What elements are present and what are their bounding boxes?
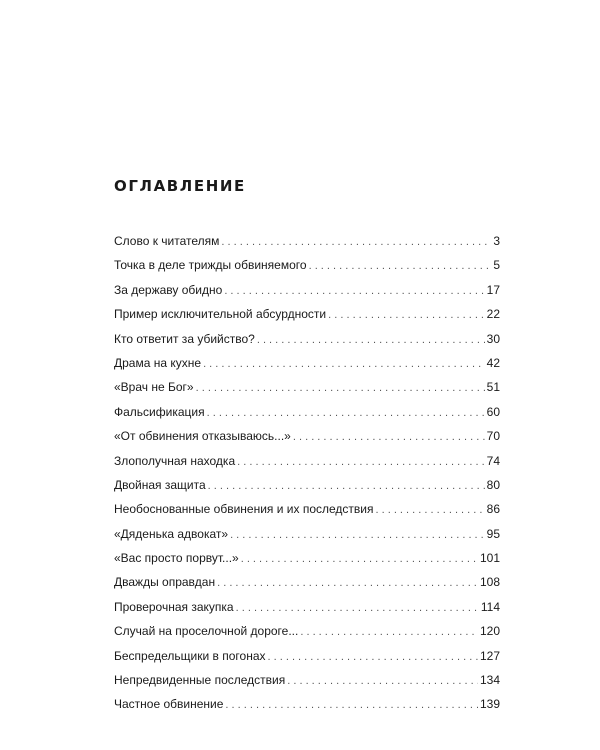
toc-entry: [114, 282, 500, 306]
toc-entry-title: Двойная защита: [114, 477, 206, 492]
dot-leader: [225, 697, 478, 713]
toc-page-number: 22: [486, 307, 500, 322]
toc-entry-title: Дважды оправдан: [114, 575, 216, 590]
toc-page-number: 86: [486, 502, 500, 517]
dot-leader: [237, 454, 485, 470]
toc-entry-title: Беспредельщики в погонах: [114, 648, 266, 663]
toc-page-number: 120: [479, 624, 500, 639]
toc-entry: [114, 453, 500, 477]
dot-leader: [208, 478, 485, 494]
dot-leader: [203, 356, 485, 372]
toc-page-number: 101: [479, 551, 500, 566]
toc-entry: [114, 331, 500, 355]
dot-leader: [236, 600, 479, 616]
dot-leader: [224, 283, 484, 299]
toc-entry-title: Злополучная находка: [114, 453, 236, 468]
dot-leader: [230, 527, 485, 543]
toc-page-number: 70: [486, 429, 500, 444]
toc-page-number: 139: [479, 697, 500, 712]
toc-entry: [114, 501, 500, 525]
toc-entry: [114, 404, 500, 428]
toc-entry-title: Точка в деле трижды обвиняемого: [114, 258, 307, 273]
dot-leader: [207, 405, 485, 421]
toc-entry-title: Слово к читателям: [114, 234, 220, 248]
dot-leader: [300, 624, 478, 640]
toc-entry: [114, 574, 500, 598]
toc-entry-title: «Врач не Бог»: [114, 380, 194, 395]
toc-page-number: 42: [486, 355, 500, 370]
toc-page-number: 134: [479, 673, 500, 688]
dot-leader: [268, 649, 478, 665]
toc-entry-title: Случай на проселочной дороге...: [114, 624, 299, 639]
dot-leader: [221, 234, 491, 250]
toc-entry-title: Частное обвинение: [114, 697, 224, 712]
toc-entry: [114, 257, 500, 281]
toc-entry: [114, 233, 500, 257]
toc-entry: [114, 477, 500, 501]
toc-entry: [114, 696, 500, 720]
toc-page-number: 95: [486, 526, 500, 541]
toc-entry: [114, 648, 500, 672]
dot-leader: [287, 673, 478, 689]
toc-entry-title: Проверочная закупка: [114, 599, 234, 614]
toc-page-number: 51: [486, 380, 500, 395]
toc-entry-title: Кто ответит за убийство?: [114, 331, 255, 346]
toc-entry: [114, 550, 500, 574]
toc-entry-title: Непредвиденные последствия: [114, 673, 286, 688]
toc-entry-title: Пример исключительной абсурдности: [114, 307, 327, 322]
toc-page-number: 80: [486, 477, 500, 492]
toc-entry-title: «От обвинения отказываюсь...»: [114, 429, 291, 444]
dot-leader: [196, 380, 485, 396]
toc-entry: [114, 379, 500, 403]
toc-entry: [114, 306, 500, 330]
toc-entry: [114, 672, 500, 696]
toc-page-number: 30: [486, 331, 500, 346]
toc-entry: [114, 526, 500, 550]
toc-entry: [114, 428, 500, 452]
toc-entry-title: Драма на кухне: [114, 355, 202, 370]
dot-leader: [293, 429, 485, 445]
toc-page-number: 17: [486, 282, 500, 297]
dot-leader: [328, 307, 485, 323]
dot-leader: [375, 502, 484, 518]
dot-leader: [257, 332, 485, 348]
toc-page-number: 60: [486, 404, 500, 419]
toc-entry: [114, 623, 500, 647]
toc-entry-title: Фальсификация: [114, 404, 205, 419]
toc-page-number: 114: [480, 599, 500, 614]
toc-entry-title: «Дяденька адвокат»: [114, 526, 229, 541]
toc-page-number: 108: [479, 575, 500, 590]
toc-list: [114, 233, 500, 721]
toc-page-number: 5: [493, 258, 500, 273]
dot-leader: [241, 551, 478, 567]
toc-entry-title: «Вас просто порвут...»: [114, 551, 239, 566]
toc-entry: [114, 599, 500, 623]
dot-leader: [217, 575, 478, 591]
toc-page-number: 127: [479, 648, 500, 663]
toc-entry: [114, 355, 500, 379]
toc-entry-title: Необоснованные обвинения и их последствия: [114, 502, 374, 517]
toc-page-number: 3: [493, 234, 500, 248]
toc-page-number: 74: [486, 453, 500, 468]
toc-heading: ОГЛАВЛЕНИЕ: [114, 177, 246, 195]
dot-leader: [309, 258, 492, 274]
toc-entry-title: За державу обидно: [114, 282, 223, 297]
